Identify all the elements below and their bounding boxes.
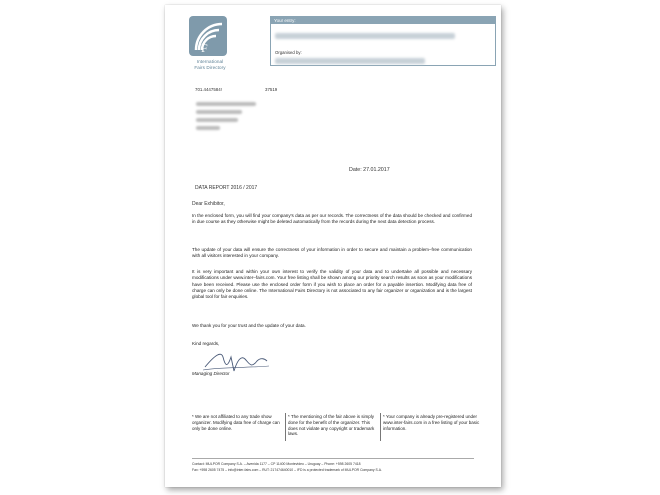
note-divider-2 bbox=[380, 413, 381, 441]
footnote-1: * We are not affiliated to any trade show organizer. Modifying data free of charge can only be done online. bbox=[192, 414, 280, 431]
reference-number: 701.4447584! bbox=[195, 87, 222, 92]
logo-letter: F bbox=[201, 41, 208, 55]
fair-entry-tab: Your entry: bbox=[271, 17, 495, 24]
footer-rule bbox=[192, 458, 474, 459]
note-divider-1 bbox=[285, 413, 286, 441]
customer-number: 37519 bbox=[265, 87, 278, 92]
report-title: DATA REPORT 2016 / 2017 bbox=[195, 185, 258, 191]
salutation: Dear Exhibitor, bbox=[192, 201, 225, 207]
letter-date: Date: 27.01.2017 bbox=[349, 167, 390, 173]
signer-title: Managing Director bbox=[192, 371, 230, 376]
letter-page bbox=[165, 5, 501, 487]
footer-contact-line: Contact: MULPOR Company S.A. – Avenida 1177 – CP 11400 Montevideo – Uruguay – Phone: +598 2605 7418 bbox=[192, 462, 361, 466]
paragraph-1: In the enclosed form, you will find your company's data as per our records. The correctness of the data should be checked and confirmed in due course as they otherwise might be deleted automatically from the records during the next data detection process. bbox=[192, 213, 472, 225]
logo-text-line2: Fairs Directory bbox=[194, 65, 226, 70]
logo-text-line1: International bbox=[196, 59, 224, 64]
paragraph-4: We thank you for your trust and the update of your data. bbox=[192, 323, 306, 328]
footnote-2: * The mentioning of the fair above is simply done for the benefit of the organizer. This does not violate any copyright or trademark laws. bbox=[288, 414, 375, 437]
paragraph-3: It is very important and within your own interest to verify the validity of your data and to undertake all possible and necessary modifications under www.inter–fairs.com. Your free listing shall be shown among our priority search results as soon as your modifications have been received. Please use the enclosed order form if you wish to place an order for a payable insertion. Modifying data free of charge can only be done online. The International Fairs Directory is not associated to any fair organizer or organization and is the largest global tool for fair enquiries. bbox=[192, 269, 472, 300]
wifi-f-logo-icon bbox=[189, 16, 227, 56]
paragraph-2: The update of your data will ensure the correctness of your information in order to secure and maintain a problem–free communication with all visitors interested in your company. bbox=[192, 247, 472, 259]
organizer-redacted bbox=[275, 58, 425, 64]
fair-name-redacted bbox=[275, 33, 455, 39]
fair-entry-box bbox=[270, 16, 496, 66]
footer-legal-line: Fax: +598 2605 7475 – info@inter-fairs.com – RUT: 21747464001​0 – IFD is a protected trademark of MULPOR Company S.A. bbox=[192, 468, 382, 472]
closing: Kind regards, bbox=[192, 341, 220, 346]
organised-by-label: Organised by: bbox=[275, 50, 302, 55]
footnote-3: * Your company is already pre-registered under www.inter-fairs.com in a free listing of your basic information. bbox=[383, 414, 480, 431]
